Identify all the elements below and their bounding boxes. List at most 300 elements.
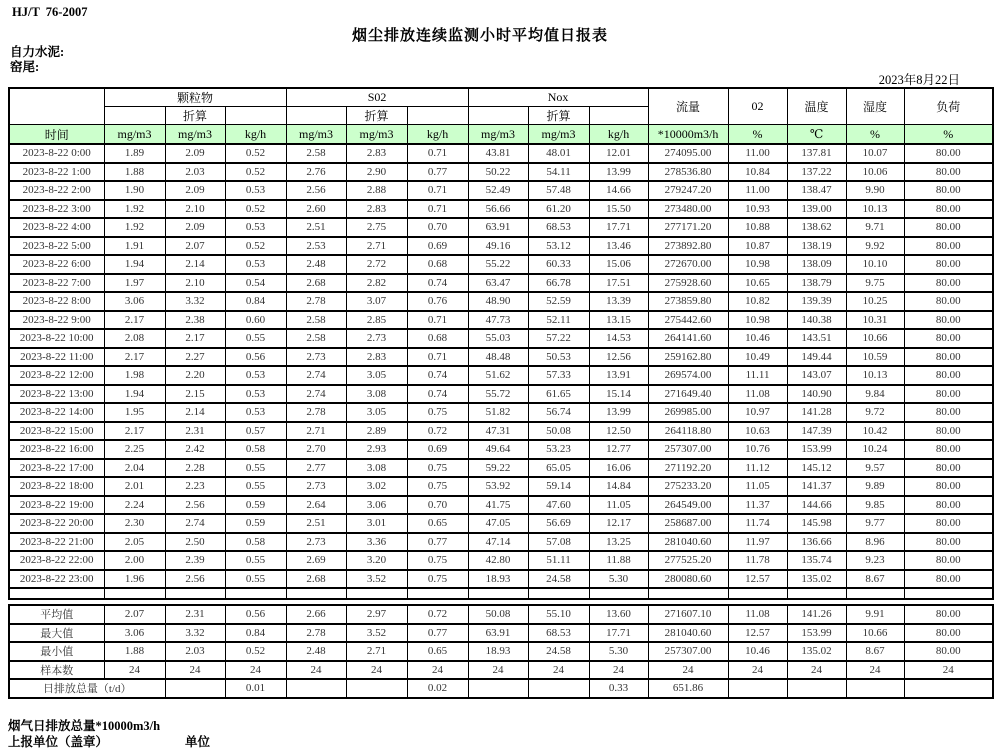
data-cell: 13.99 [589,163,648,182]
data-cell: 80.00 [904,366,993,385]
report-tables [8,87,994,699]
data-cell: 2.82 [346,274,407,293]
column-header: 温度 [787,88,846,125]
group-header: S02 [286,88,468,107]
data-cell: 0.54 [225,274,286,293]
data-cell: 2.58 [286,311,346,330]
time-cell: 2023-8-22 7:00 [9,274,104,293]
unit-header: % [904,125,993,145]
data-cell: 63.91 [468,218,528,237]
table-row [9,144,993,163]
data-cell: 1.91 [104,237,165,256]
data-cell: 50.08 [528,422,589,441]
data-cell: 2.42 [165,440,225,459]
time-cell: 2023-8-22 1:00 [9,163,104,182]
data-cell: 80.00 [904,274,993,293]
time-cell: 2023-8-22 3:00 [9,200,104,219]
page-title: 烟尘排放连续监测小时平均值日报表 [351,28,608,44]
data-cell: 2.77 [286,459,346,478]
summary-cell: 10.46 [728,642,787,661]
data-cell: 2.53 [286,237,346,256]
data-cell: 138.09 [787,255,846,274]
data-cell: 1.95 [104,403,165,422]
data-cell: 55.72 [468,385,528,404]
data-cell: 2.68 [286,570,346,589]
table-row [9,496,993,515]
data-cell: 143.07 [787,366,846,385]
data-cell: 13.25 [589,533,648,552]
empty-cell [225,588,286,599]
data-cell: 10.82 [728,292,787,311]
data-cell: 269985.00 [648,403,728,422]
data-cell: 2.58 [286,144,346,163]
data-cell: 2.24 [104,496,165,515]
data-cell: 51.11 [528,551,589,570]
summary-cell: 2.03 [165,642,225,661]
data-cell: 271192.20 [648,459,728,478]
data-cell: 2.89 [346,422,407,441]
data-cell: 2.00 [104,551,165,570]
data-cell: 10.63 [728,422,787,441]
summary-cell: 2.97 [346,605,407,624]
data-cell: 1.90 [104,181,165,200]
data-cell: 3.05 [346,366,407,385]
data-cell: 55.22 [468,255,528,274]
summary-cell: 50.08 [468,605,528,624]
data-cell: 0.71 [407,144,468,163]
summary-cell: 24 [787,661,846,680]
summary-cell: 153.99 [787,624,846,643]
table-row [9,570,993,589]
unit-header: mg/m3 [346,125,407,145]
data-cell: 3.01 [346,514,407,533]
empty-cell [346,588,407,599]
data-cell: 140.38 [787,311,846,330]
summary-cell: 0.65 [407,642,468,661]
data-cell: 0.57 [225,422,286,441]
data-cell: 10.13 [846,200,904,219]
data-cell: 47.31 [468,422,528,441]
data-cell: 135.02 [787,570,846,589]
data-cell: 1.98 [104,366,165,385]
data-cell: 10.13 [846,366,904,385]
table-row [9,200,993,219]
data-cell: 3.05 [346,403,407,422]
time-cell: 2023-8-22 13:00 [9,385,104,404]
data-cell: 52.11 [528,311,589,330]
data-cell: 16.06 [589,459,648,478]
time-cell: 2023-8-22 10:00 [9,329,104,348]
table-row [9,292,993,311]
data-cell: 2.39 [165,551,225,570]
data-cell: 2.14 [165,255,225,274]
summary-cell: 2.48 [286,642,346,661]
table-row [9,311,993,330]
data-cell: 80.00 [904,200,993,219]
data-cell: 10.84 [728,163,787,182]
data-cell: 14.84 [589,477,648,496]
data-cell: 55.03 [468,329,528,348]
summary-cell [846,679,904,698]
empty-cell [286,588,346,599]
subheader-blank [407,107,468,125]
data-cell: 80.00 [904,440,993,459]
company-label: 自力水泥: [10,45,65,59]
data-cell: 2.56 [165,570,225,589]
data-cell: 9.72 [846,403,904,422]
data-cell: 0.55 [225,477,286,496]
data-cell: 0.60 [225,311,286,330]
summary-cell: 9.91 [846,605,904,624]
unit-header: *10000m3/h [648,125,728,145]
group-header: 颗粒物 [104,88,286,107]
data-cell: 3.06 [104,292,165,311]
time-cell: 2023-8-22 14:00 [9,403,104,422]
data-cell: 0.71 [407,348,468,367]
empty-cell [787,588,846,599]
data-cell: 144.66 [787,496,846,515]
column-header: 负荷 [904,88,993,125]
data-cell: 68.53 [528,218,589,237]
data-cell: 10.59 [846,348,904,367]
data-cell: 1.94 [104,255,165,274]
data-cell: 2.09 [165,144,225,163]
summary-label: 日排放总量（t/d） [9,679,165,698]
summary-label: 最小值 [9,642,104,661]
data-cell: 264549.00 [648,496,728,515]
summary-cell [468,679,528,698]
data-cell: 80.00 [904,477,993,496]
data-cell: 13.46 [589,237,648,256]
table-row [9,459,993,478]
subheader-converted: 折算 [346,107,407,125]
subheader-blank [286,107,346,125]
data-cell: 57.22 [528,329,589,348]
data-cell: 2.83 [346,348,407,367]
main-table [8,87,994,600]
data-cell: 8.96 [846,533,904,552]
data-cell: 47.73 [468,311,528,330]
empty-cell [407,588,468,599]
data-cell: 2.76 [286,163,346,182]
data-cell: 9.84 [846,385,904,404]
data-cell: 80.00 [904,163,993,182]
data-cell: 3.32 [165,292,225,311]
summary-cell: 24 [528,661,589,680]
data-cell: 0.52 [225,144,286,163]
data-cell: 0.70 [407,218,468,237]
data-cell: 258687.00 [648,514,728,533]
group-header: Nox [468,88,648,107]
data-cell: 257307.00 [648,440,728,459]
data-cell: 10.87 [728,237,787,256]
data-cell: 9.57 [846,459,904,478]
unit-header: kg/h [225,125,286,145]
unit-header: mg/m3 [468,125,528,145]
summary-cell: 24 [589,661,648,680]
data-cell: 80.00 [904,348,993,367]
data-cell: 0.74 [407,385,468,404]
data-cell: 9.85 [846,496,904,515]
time-cell: 2023-8-22 6:00 [9,255,104,274]
data-cell: 3.20 [346,551,407,570]
data-cell: 9.77 [846,514,904,533]
summary-cell: 24 [728,661,787,680]
time-cell: 2023-8-22 2:00 [9,181,104,200]
data-cell: 2.78 [286,403,346,422]
column-header: 流量 [648,88,728,125]
data-cell: 269574.00 [648,366,728,385]
data-cell: 0.71 [407,200,468,219]
data-cell: 3.08 [346,385,407,404]
data-cell: 2.74 [165,514,225,533]
data-cell: 47.60 [528,496,589,515]
empty-cell [165,588,225,599]
summary-cell: 68.53 [528,624,589,643]
data-cell: 259162.80 [648,348,728,367]
data-cell: 275233.20 [648,477,728,496]
time-cell: 2023-8-22 15:00 [9,422,104,441]
table-row [9,385,993,404]
data-cell: 12.77 [589,440,648,459]
data-cell: 10.49 [728,348,787,367]
empty-cell [528,588,589,599]
data-cell: 0.72 [407,422,468,441]
data-cell: 2.60 [286,200,346,219]
data-cell: 13.15 [589,311,648,330]
data-cell: 80.00 [904,255,993,274]
summary-cell: 63.91 [468,624,528,643]
data-cell: 273859.80 [648,292,728,311]
data-cell: 2.78 [286,292,346,311]
time-cell: 2023-8-22 22:00 [9,551,104,570]
data-cell: 15.50 [589,200,648,219]
data-cell: 10.76 [728,440,787,459]
time-cell: 2023-8-22 20:00 [9,514,104,533]
data-cell: 2.73 [346,329,407,348]
data-cell: 2.25 [104,440,165,459]
data-cell: 2.85 [346,311,407,330]
data-cell: 137.22 [787,163,846,182]
data-cell: 3.02 [346,477,407,496]
data-cell: 10.07 [846,144,904,163]
data-cell: 0.75 [407,477,468,496]
data-cell: 278536.80 [648,163,728,182]
data-cell: 49.16 [468,237,528,256]
data-cell: 137.81 [787,144,846,163]
data-cell: 48.01 [528,144,589,163]
data-cell: 0.56 [225,348,286,367]
data-cell: 272670.00 [648,255,728,274]
data-cell: 2.10 [165,274,225,293]
data-cell: 0.65 [407,514,468,533]
data-cell: 2.07 [165,237,225,256]
summary-cell: 3.52 [346,624,407,643]
time-cell: 2023-8-22 11:00 [9,348,104,367]
subheader-blank [589,107,648,125]
summary-row [9,605,993,624]
time-header: 时间 [9,125,104,145]
data-cell: 0.77 [407,163,468,182]
unit-header: mg/m3 [165,125,225,145]
data-cell: 0.84 [225,292,286,311]
data-cell: 138.47 [787,181,846,200]
summary-cell: 281040.60 [648,624,728,643]
data-cell: 51.82 [468,403,528,422]
data-cell: 80.00 [904,496,993,515]
data-cell: 2.38 [165,311,225,330]
data-cell: 59.22 [468,459,528,478]
data-cell: 13.99 [589,403,648,422]
data-cell: 2.30 [104,514,165,533]
data-cell: 0.76 [407,292,468,311]
data-cell: 47.05 [468,514,528,533]
data-cell: 17.71 [589,218,648,237]
data-cell: 48.90 [468,292,528,311]
data-cell: 9.23 [846,551,904,570]
data-cell: 143.51 [787,329,846,348]
data-cell: 135.74 [787,551,846,570]
table-row [9,237,993,256]
data-cell: 80.00 [904,144,993,163]
data-cell: 0.75 [407,551,468,570]
data-cell: 52.59 [528,292,589,311]
summary-cell: 2.66 [286,605,346,624]
time-cell: 2023-8-22 8:00 [9,292,104,311]
data-cell: 10.93 [728,200,787,219]
data-cell: 15.06 [589,255,648,274]
data-cell: 2.71 [286,422,346,441]
summary-cell: 80.00 [904,624,993,643]
data-cell: 2.73 [286,348,346,367]
summary-cell: 0.56 [225,605,286,624]
data-cell: 12.50 [589,422,648,441]
data-cell: 145.98 [787,514,846,533]
data-cell: 281040.60 [648,533,728,552]
summary-cell: 18.93 [468,642,528,661]
summary-cell [904,679,993,698]
table-row [9,551,993,570]
data-cell: 275928.60 [648,274,728,293]
summary-cell: 0.77 [407,624,468,643]
data-cell: 2.09 [165,218,225,237]
data-cell: 80.00 [904,329,993,348]
data-cell: 9.89 [846,477,904,496]
data-cell: 0.52 [225,237,286,256]
data-cell: 2.75 [346,218,407,237]
data-cell: 0.59 [225,514,286,533]
data-cell: 2.51 [286,218,346,237]
data-cell: 0.53 [225,218,286,237]
data-cell: 12.56 [589,348,648,367]
data-cell: 274095.00 [648,144,728,163]
data-cell: 2.05 [104,533,165,552]
summary-cell: 12.57 [728,624,787,643]
time-cell: 2023-8-22 12:00 [9,366,104,385]
data-cell: 8.67 [846,570,904,589]
data-cell: 138.19 [787,237,846,256]
data-cell: 2.14 [165,403,225,422]
data-cell: 0.75 [407,403,468,422]
data-cell: 80.00 [904,422,993,441]
unit-header: mg/m3 [528,125,589,145]
summary-cell: 257307.00 [648,642,728,661]
data-cell: 10.06 [846,163,904,182]
empty-cell [104,588,165,599]
data-cell: 10.25 [846,292,904,311]
summary-cell: 0.02 [407,679,468,698]
subheader-blank [225,107,286,125]
data-cell: 56.74 [528,403,589,422]
data-cell: 0.71 [407,311,468,330]
data-cell: 3.07 [346,292,407,311]
data-cell: 12.17 [589,514,648,533]
unit-header: kg/h [407,125,468,145]
data-cell: 1.92 [104,200,165,219]
data-cell: 53.12 [528,237,589,256]
summary-cell: 24 [346,661,407,680]
data-cell: 0.70 [407,496,468,515]
data-cell: 0.69 [407,440,468,459]
data-cell: 13.91 [589,366,648,385]
time-cell: 2023-8-22 18:00 [9,477,104,496]
table-row [9,329,993,348]
data-cell: 48.48 [468,348,528,367]
unit-header: mg/m3 [104,125,165,145]
empty-cell [728,588,787,599]
data-cell: 10.24 [846,440,904,459]
data-cell: 52.49 [468,181,528,200]
unit-header: % [728,125,787,145]
data-cell: 0.68 [407,329,468,348]
table-row [9,366,993,385]
summary-cell [528,679,589,698]
data-cell: 10.10 [846,255,904,274]
data-cell: 273480.00 [648,200,728,219]
time-cell: 2023-8-22 9:00 [9,311,104,330]
subheader-blank [468,107,528,125]
empty-cell [589,588,648,599]
data-cell: 1.96 [104,570,165,589]
data-cell: 2.56 [286,181,346,200]
data-cell: 24.58 [528,570,589,589]
time-cell: 2023-8-22 21:00 [9,533,104,552]
summary-cell: 24 [904,661,993,680]
table-row [9,255,993,274]
data-cell: 66.78 [528,274,589,293]
data-cell: 10.42 [846,422,904,441]
time-cell: 2023-8-22 16:00 [9,440,104,459]
table-row [9,163,993,182]
subheader-converted: 折算 [528,107,589,125]
summary-cell: 0.01 [225,679,286,698]
subheader-blank [104,107,165,125]
data-cell: 0.75 [407,570,468,589]
data-cell: 12.57 [728,570,787,589]
data-cell: 149.44 [787,348,846,367]
data-cell: 2.73 [286,533,346,552]
data-cell: 0.52 [225,163,286,182]
empty-cell [904,588,993,599]
data-cell: 2.17 [104,422,165,441]
data-cell: 80.00 [904,570,993,589]
data-cell: 141.37 [787,477,846,496]
unit-header: mg/m3 [286,125,346,145]
summary-cell: 80.00 [904,605,993,624]
data-cell: 2.58 [286,329,346,348]
data-cell: 10.97 [728,403,787,422]
data-cell: 3.06 [346,496,407,515]
